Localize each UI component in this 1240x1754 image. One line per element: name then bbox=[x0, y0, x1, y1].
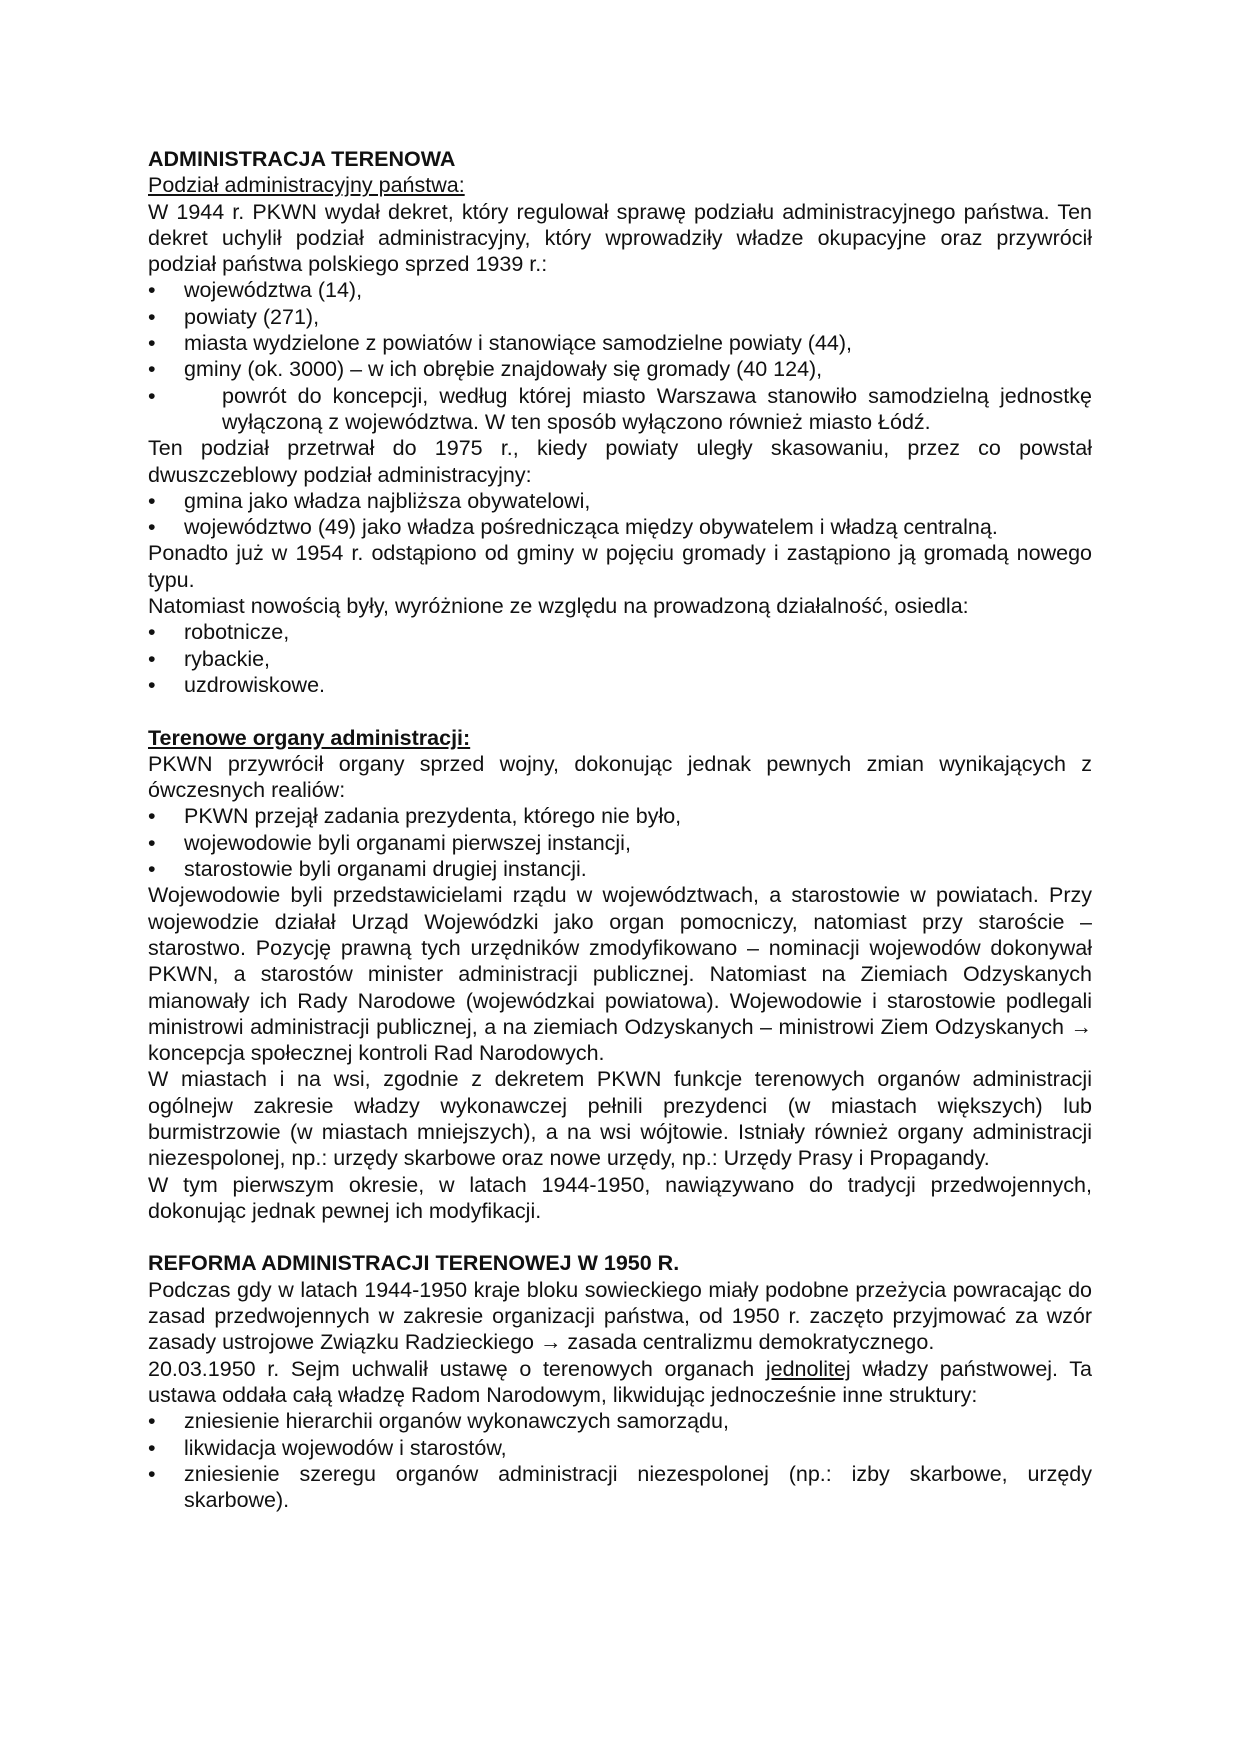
list-item: • likwidacja wojewodów i starostów, bbox=[148, 1435, 507, 1460]
section-title: ADMINISTRACJA TERENOWA bbox=[148, 147, 456, 171]
paragraph: PKWN przywrócił organy sprzed wojny, dokonując jednak pewnych zmian wynikających z ówczesnych realiów: bbox=[148, 751, 1092, 803]
bullet-icon: • bbox=[148, 488, 156, 513]
paragraph: Wojewodowie byli przedstawicielami rządu w województwach, a starostowie w powiatach. Przy wojewodzie działał Urząd Wojewódzki jako organ pomocniczy, natomiast przy staroście – starostwo. Pozycję prawną tych urzędników zmodyfikowano – nominacji wojewodów dokonywał PKWN, a starostów minister administracji publicznej. Natomiast na Ziemiach Odzyskanych mianowały ich Rady Narodowe (wojewódzkai powiatowa). Wojewodowie i starostowie podlegali ministrowi administracji publicznej, a na ziemiach Odzyskanych – ministrowi Ziem Odzyskanych → koncepcja społecznej kontroli Rad Narodowych. bbox=[148, 883, 1092, 1066]
paragraph bbox=[148, 1356, 1092, 1409]
spacer bbox=[148, 698, 1092, 724]
bullet-icon: • bbox=[148, 620, 156, 645]
list-item: • uzdrowiskowe. bbox=[148, 672, 325, 697]
bullet-icon: • bbox=[148, 357, 156, 382]
bullet-icon: • bbox=[148, 672, 156, 697]
list-item: • PKWN przejął zadania prezydenta, którego nie było, bbox=[148, 804, 682, 829]
bullet-icon: • bbox=[148, 1409, 156, 1434]
spacer bbox=[148, 1224, 1092, 1250]
paragraph-text: 20.03.1950 r. Sejm uchwalił ustawę o terenowych organach bbox=[148, 1356, 766, 1381]
list-item: • robotnicze, bbox=[148, 620, 290, 645]
document-page bbox=[148, 146, 1092, 1513]
bullet-icon: • bbox=[148, 646, 156, 671]
list-item: • gminy (ok. 3000) – w ich obrębie znajdowały się gromady (40 124), bbox=[148, 357, 823, 382]
bullet-icon: • bbox=[148, 304, 156, 329]
list-item: • wojewodowie byli organami pierwszej instancji, bbox=[148, 830, 631, 855]
list-item: • powrót do koncepcji, według której miasto Warszawa stanowiło samodzielną jednostkę wyłączoną z województwa. W ten sposób wyłączono również miasto Łódź. bbox=[148, 383, 1092, 434]
list-item: • zniesienie hierarchii organów wykonawczych samorządu, bbox=[148, 1409, 729, 1434]
bullet-icon: • bbox=[148, 1461, 156, 1486]
list-item: • gmina jako władza najbliższa obywatelowi, bbox=[148, 488, 591, 513]
paragraph: W tym pierwszym okresie, w latach 1944-1950, nawiązywano do tradycji przedwojennych, dokonując jednak pewnej ich modyfikacji. bbox=[148, 1172, 1092, 1223]
bullet-list bbox=[148, 1408, 1092, 1513]
list-item: • miasta wydzielone z powiatów i stanowiące samodzielne powiaty (44), bbox=[148, 331, 853, 356]
paragraph: W 1944 r. PKWN wydał dekret, który regulował sprawę podziału administracyjnego państwa. Ten dekret uchylił podział administracyjny, który wprowadziły władze okupacyjne oraz przywrócił podział państwa polskiego sprzed 1939 r.: bbox=[148, 199, 1092, 277]
bullet-list bbox=[148, 619, 1092, 698]
list-item: • zniesienie szeregu organów administracji niezespolonej (np.: izby skarbowe, urzędy skarbowe). bbox=[148, 1461, 1092, 1513]
paragraph: W miastach i na wsi, zgodnie z dekretem PKWN funkcje terenowych organów administracji ogólnejw zakresie władzy wykonawczej pełnili prezydenci (w miastach większych) lub burmistrzowie (w miastach mniejszych), a na wsi wójtowie. Istniały również organy administracji niezespolonej, np.: urzędy skarbowe oraz nowe urzędy, np.: Urzędy Prasy i Propagandy. bbox=[148, 1067, 1092, 1171]
bullet-icon: • bbox=[148, 278, 156, 303]
paragraph: Natomiast nowością były, wyróżnione ze względu na prowadzoną działalność, osiedla: bbox=[148, 594, 969, 619]
bullet-list bbox=[148, 277, 1092, 435]
bullet-icon: • bbox=[148, 1435, 156, 1460]
section-subtitle: Podział administracyjny państwa: bbox=[148, 173, 465, 198]
bullet-icon: • bbox=[148, 331, 156, 356]
paragraph: Ten podział przetrwał do 1975 r., kiedy powiaty uległy skasowaniu, przez co powstał dwuszczeblowy podział administracyjny: bbox=[148, 436, 1092, 487]
bullet-icon: • bbox=[148, 515, 156, 540]
bullet-icon: • bbox=[148, 857, 156, 882]
bullet-icon: • bbox=[148, 830, 156, 855]
section-title: REFORMA ADMINISTRACJI TERENOWEJ W 1950 R. bbox=[148, 1251, 680, 1276]
list-item: • rybackie, bbox=[148, 646, 271, 671]
paragraph: Podczas gdy w latach 1944-1950 kraje bloku sowieckiego miały podobne przeżycia powracając do zasad przedwojennych w zakresie organizacji państwa, od 1950 r. zaczęto przyjmować za wzór zasady ustrojowe Związku Radzieckiego → zasada centralizmu demokratycznego. bbox=[148, 1277, 1092, 1355]
paragraph: Ponadto już w 1954 r. odstąpiono od gminy w pojęciu gromady i zastąpiono ją gromadą nowego typu. bbox=[148, 541, 1092, 592]
list-item: • województwa (14), bbox=[148, 278, 363, 303]
paragraph-text: władzy państwowej. Ta ustawa oddała całą władzę Radom Narodowym, likwidując jednocześnie inne struktury: bbox=[148, 1356, 1092, 1407]
bullet-icon: • bbox=[148, 383, 156, 408]
bullet-list bbox=[148, 488, 1092, 541]
list-item: • starostowie byli organami drugiej instancji. bbox=[148, 857, 587, 882]
bullet-list bbox=[148, 803, 1092, 882]
list-item: • województwo (49) jako władza pośrednicząca między obywatelem i władzą centralną. bbox=[148, 515, 998, 540]
list-item: • powiaty (271), bbox=[148, 304, 320, 329]
section-subtitle: Terenowe organy administracji: bbox=[148, 725, 471, 750]
bullet-icon: • bbox=[148, 804, 156, 829]
underlined-word: jednolitej bbox=[765, 1356, 851, 1381]
